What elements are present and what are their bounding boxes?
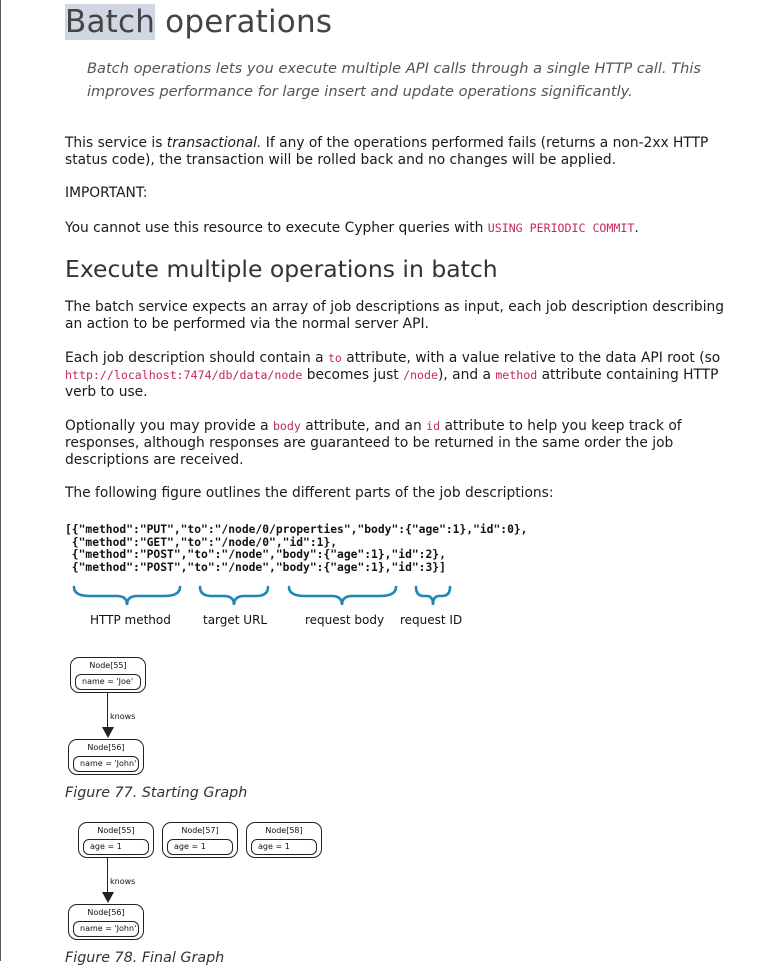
node-title: Node[56] [87, 908, 125, 917]
code-method: method [495, 368, 538, 382]
node-property-text: name = 'John' [80, 923, 137, 933]
code-to: to [327, 351, 342, 365]
job-description-paragraph [65, 350, 735, 401]
figure-77-caption: Figure 77. Starting Graph [65, 785, 248, 801]
text: ), and a [437, 367, 496, 383]
node-property-text: age = 1 [174, 841, 206, 851]
brace-request-id [416, 587, 450, 605]
text: becomes just [302, 367, 404, 383]
text: You cannot use this resource to execute Cypher queries with [65, 220, 488, 236]
cypher-note [65, 220, 735, 237]
brace-http-method [74, 587, 180, 605]
text: attribute, with a value relative to the data API root (so [341, 350, 721, 366]
page-title [65, 4, 332, 40]
lead-paragraph: Batch operations lets you execute multiple API calls through a single HTTP call. This improves performance for large insert and update operations significantly. [87, 60, 701, 100]
text: attribute containing HTTP verb to use. [65, 367, 719, 400]
batch-intro-paragraph: The batch service expects an array of job descriptions as input, each job description describing an action to be performed via the normal server API. [65, 299, 725, 332]
transactional-paragraph [65, 135, 735, 169]
text: Optionally you may provide a [65, 418, 273, 434]
graph-node [162, 822, 238, 858]
transactional-emphasis: transactional. [166, 135, 262, 151]
text: . [634, 220, 639, 236]
label-http-method: HTTP method [90, 613, 171, 627]
text: If any of the operations performed fails (returns a non-2xx HTTP status code), the transaction will be rolled back and no changes will be applied. [65, 135, 709, 168]
node-property [251, 839, 317, 855]
json-line: {"method":"POST","to":"/node","body":{"age":1},"id":2}, [65, 548, 446, 561]
optional-attributes-paragraph [65, 418, 735, 469]
node-title: Node[57] [181, 826, 219, 835]
edge-label: knows [110, 877, 136, 886]
graph-edge [107, 693, 108, 727]
node-title: Node[55] [97, 826, 135, 835]
brace-target-url [200, 587, 268, 605]
node-property [167, 839, 233, 855]
label-request-id: request ID [400, 613, 463, 627]
edge-label: knows [110, 712, 136, 721]
text: attribute to help you keep track of responses, although responses are guaranteed to be returned in the same order the job descriptions are received. [65, 418, 682, 468]
node-property [73, 921, 139, 937]
node-property-text: name = 'Joe' [82, 676, 134, 686]
graph-node [68, 904, 144, 940]
graph-node [70, 657, 146, 693]
node-property [73, 756, 139, 772]
title-highlight: Batch [65, 4, 156, 40]
label-request-body: request body [305, 613, 385, 627]
node-title: Node[55] [89, 661, 127, 670]
graph-node [246, 822, 322, 858]
code-node-path: /node [403, 368, 438, 382]
code-node-url: http://localhost:7474/db/data/node [65, 368, 303, 382]
arrow-head-icon [102, 892, 114, 903]
code-using-periodic-commit: USING PERIODIC COMMIT [487, 221, 635, 235]
node-property-text: name = 'John' [80, 758, 137, 768]
brace-request-body [289, 587, 396, 605]
important-label: IMPORTANT: [65, 185, 148, 201]
brace-annotations [60, 582, 480, 610]
json-line: {"method":"POST","to":"/node","body":{"age":1},"id":3}] [65, 560, 446, 574]
node-property [75, 674, 141, 690]
code-id: id [426, 419, 441, 433]
section-title: Execute multiple operations in batch [65, 255, 498, 283]
graph-node [68, 739, 144, 775]
left-border [0, 0, 1, 961]
json-line: [{"method":"PUT","to":"/node/0/properties","body":{"age":1},"id":0}, [65, 523, 528, 536]
figure-78-caption: Figure 78. Final Graph [65, 950, 225, 966]
node-property-text: age = 1 [258, 841, 290, 851]
node-title: Node[58] [265, 826, 303, 835]
title-rest: operations [155, 4, 333, 40]
text: This service is [65, 135, 167, 151]
job-description-json [65, 524, 528, 574]
arrow-head-icon [102, 727, 114, 738]
node-property-text: age = 1 [90, 841, 122, 851]
json-line: {"method":"GET","to":"/node/0","id":1}, [65, 535, 338, 549]
node-property [83, 839, 149, 855]
graph-edge [107, 858, 108, 892]
node-title: Node[56] [87, 743, 125, 752]
graph-node [78, 822, 154, 858]
text: Each job description should contain a [65, 350, 328, 366]
code-body: body [272, 419, 301, 433]
label-target-url: target URL [203, 613, 268, 627]
text: attribute, and an [300, 418, 427, 434]
figure-intro-paragraph: The following figure outlines the different parts of the job descriptions: [65, 485, 554, 501]
